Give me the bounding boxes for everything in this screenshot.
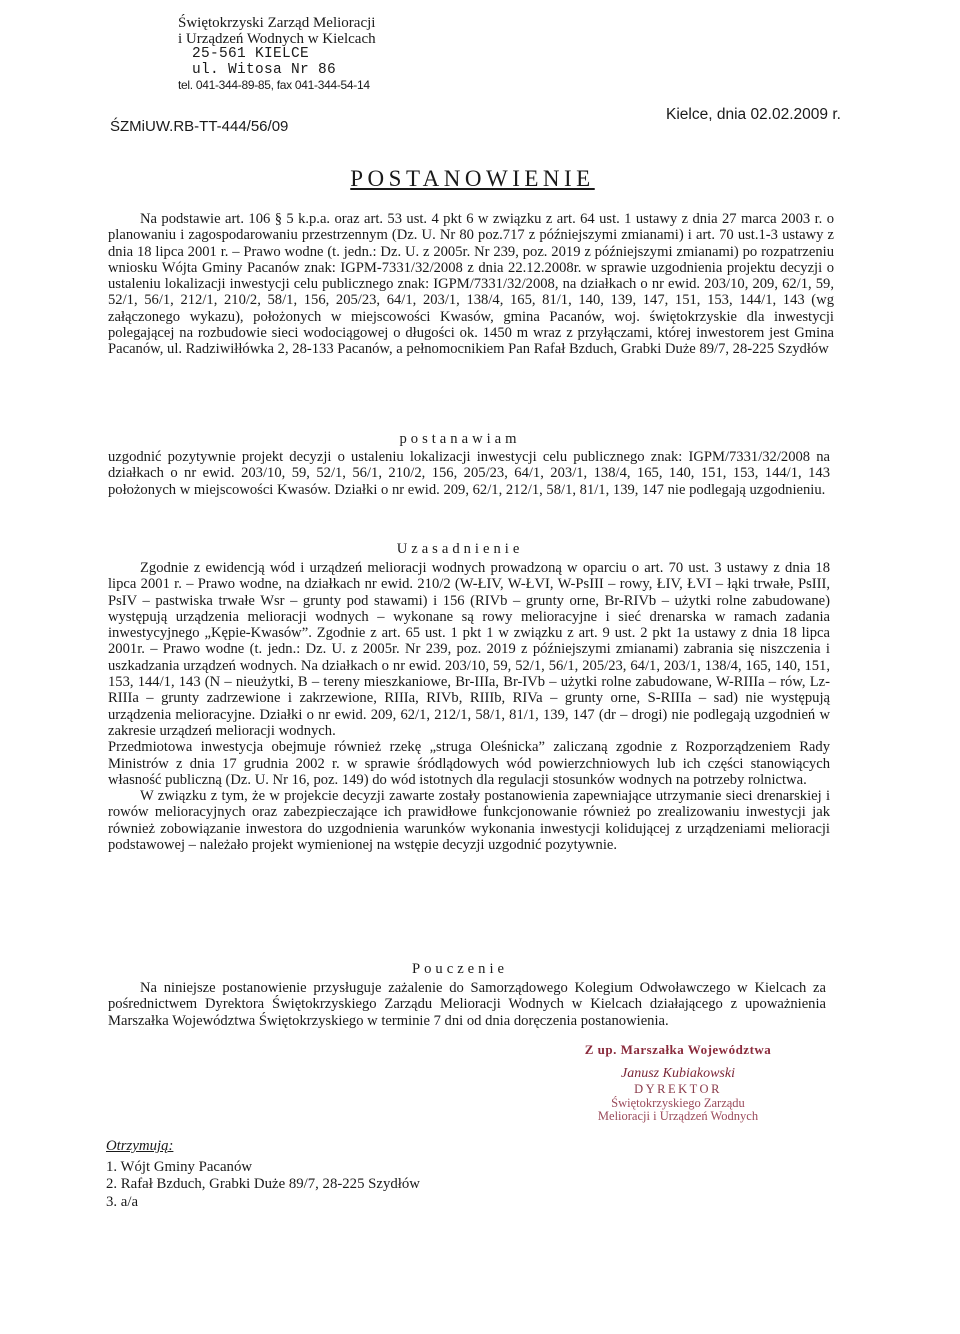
- recipients-title: Otrzymują:: [106, 1138, 174, 1154]
- signature-name: Janusz Kubiakowski: [621, 1066, 735, 1081]
- signature-title: DYREKTOR: [634, 1082, 722, 1096]
- decision-text: uzgodnić pozytywnie projekt decyzji o ustaleniu lokalizacji inwestycji celu publicznego znak: IGPM/7331/32/2008 na działkach o nr ewid. 203/10, 59, 52/1, 56/1, 210/2, 156, 205/23, 64/1, 203/1, 138/4, 165, 140, 151, 153, 144/1, 143 położonych w miejscowości Kwasów. Działki o nr ewid. 209, 62/1, 212/1, 58/1, 81/1, 139, 147 nie podlegają uzgodnieniu.: [108, 449, 830, 498]
- recipient-item: 3. a/a: [106, 1193, 139, 1210]
- recipient-item: 1. Wójt Gminy Pacanów: [106, 1158, 253, 1175]
- sender-phone: tel. 041-344-89-85, fax 041-344-54-14: [178, 78, 370, 92]
- signature-authority: Z up. Marszałka Województwa: [584, 1042, 772, 1057]
- decision-paragraph: [108, 449, 830, 498]
- signature-org-line1: Świętokrzyskiego Zarządu: [611, 1096, 745, 1110]
- intro-paragraph: [108, 211, 834, 358]
- document-title: POSTANOWIENIE: [350, 166, 595, 191]
- sender-name-line1: Świętokrzyski Zarząd Melioracji: [178, 15, 376, 31]
- intro-text: Na podstawie art. 106 § 5 k.p.a. oraz art. 53 ust. 4 pkt 6 w związku z art. 64 ust. 1 ustawy z dnia 27 marca 2003 r. o planowaniu i zagospodarowaniu przestrzennym (Dz. U. Nr 80 poz.717 z późniejszymi zmianami) i art. 70 ust.1-3 ustawy z dnia 18 lipca 2001 r. – Prawo wodne (t. jedn.: Dz. U. z 2005r. Nr 239, poz. 2019 z późniejszymi zmianami) po rozpatrzeniu wniosku Wójta Gminy Pacanów znak: IGPM-7331/32/2008 z dnia 22.12.2008r. w sprawie uzgodnienia projektu decyzji o ustaleniu lokalizacji inwestycji celu publicznego znak: IGPM/7331/32/2008, na działkach o nr ewid. 203/10, 209, 62/1, 59, 52/1, 56/1, 212/1, 210/2, 58/1, 156, 205/23, 64/1, 203/1, 138/4, 165, 81/1, 140, 139, 147, 151, 153, 144/1, 143 (wg załączonego wykazu), położonych w miejscowości Kwasów, gmina Pacanów, woj. świętokrzyskie dla inwestycji polegającej na rozbudowie sieci wodociągowej o długości ok. 1450 m wraz z przyłączami, której inwestorem jest Gmina Pacanów, ul. Radziwiłłówka 2, 28-133 Pacanów, a pełnomocnikiem Pan Rafał Bzduch, Grabki Duże 89/7, 28-225 Szydłów: [108, 211, 834, 358]
- reasoning-paragraph: Zgodnie z ewidencją wód i urządzeń melioracji wodnych prowadzoną w oparciu o art. 70 ust. 3 ustawy z dnia 18 lipca 2001 r. – Prawo wodne, na działkach nr ewid. 210/2 (W-ŁIV, W-ŁVI, W-PsIII – rowy, ŁIV, ŁVI – łąki trwałe, PsIII, PsIV – pastwiska trwałe Wsr – grunty pod stawami) i 156 (RIVb – grunty orne, Br-RIVb – użytki rolne zabudowane) występują urządzenia melioracji wodnych – wykonane są rowy melioracyjne i sieć drenarska w ramach zadania inwestycyjnego „Kępie-Kwasów”. Zgodnie z art. 65 ust. 1 pkt 1 w związku z art. 9 ust. 2 pkt 1a ustawy z dnia 18 lipca 2001r. – Prawo wodne (t. jedn.: Dz. U. z 2005r. Nr 239, poz. 2019 z późniejszymi zmianami) zabrania się niszczenia i uszkadzania urządzeń wodnych. Na działkach o nr ewid. 203/10, 59, 52/1, 56/1, 205/23, 64/1, 203/1, 138/4, 165, 140, 151, 153, 144/1, 143 (N – nieużytki, B – tereny mieszkaniowe, Br-IIIa, Br-IVb – użytki rolne zabudowane, W-RIIIa – rów, Lz-RIIIa – grunty zadrzewione i zakrzewione, RIIIa, RIVb, RIIIb, RIVa – grunty orne, S-RIIIa – sad) nie występują urządzenia melioracyjne. Działki o nr ewid. 209, 62/1, 212/1, 58/1, 81/1, 139, 147 (dr – drogi) nie podlegają uzgodnień w zakresie urządzeń melioracji wodnych.: [108, 560, 830, 739]
- heading-instruction: Pouczenie: [412, 961, 508, 977]
- sender-postcode: 25-561 KIELCE: [192, 46, 310, 62]
- sender-name-line2: i Urządzeń Wodnych w Kielcach: [178, 30, 376, 47]
- reasoning-section: [108, 560, 830, 853]
- signature-org-line2: Melioracji i Urządzeń Wodnych: [597, 1109, 759, 1123]
- recipient-item: 2. Rafał Bzduch, Grabki Duże 89/7, 28-225 Szydłów: [106, 1176, 420, 1192]
- reasoning-paragraph: W związku z tym, że w projekcie decyzji zawarte zostały postanowienia zapewniające utrzymanie sieci drenarskiej i rowów melioracyjnych oraz zabezpieczające ich prawidłowe funkcjonowanie również po zrealizowaniu inwestycji jak również zobowiązanie inwestora do uzgodnienia warunków wykonania inwestycji kolidującej z urządzeniami melioracji podstawowej – należało projekt wymienionej na wstępie decyzji uzgodnić pozytywnie.: [108, 788, 830, 854]
- sender-street: ul. Witosa Nr 86: [192, 61, 337, 78]
- reference-number: ŚZMiUW.RB-TT-444/56/09: [110, 118, 289, 135]
- date-line: Kielce, dnia 02.02.2009 r.: [666, 106, 841, 123]
- instruction-paragraph: [108, 980, 826, 1029]
- signature-stamp: [548, 1042, 808, 1123]
- heading-decision: postanawiam: [399, 431, 521, 447]
- sender-stamp: [178, 16, 376, 94]
- instruction-text: Na niniejsze postanowienie przysługuje zażalenie do Samorządowego Kolegium Odwoławczego w Kielcach za pośrednictwem Dyrektora Świętokrzyskiego Zarządu Melioracji Wodnych w Kielcach działającego z upoważnienia Marszałka Województwa Świętokrzyskiego w terminie 7 dni od dnia doręczenia postanowienia.: [108, 980, 826, 1029]
- heading-reasoning: Uzasadnienie: [396, 541, 524, 557]
- recipients-list: [106, 1138, 420, 1211]
- reasoning-paragraph: Przedmiotowa inwestycja obejmuje również rzekę „struga Oleśnicka” zaliczaną zgodnie z Rozporządzeniem Rady Ministrów z dnia 17 grudnia 2002 r. w sprawie śródlądowych wód powierzchniowych lub ich części stanowiących własność publiczną (Dz. U. Nr 16, poz. 149) do wód istotnych dla regulacji stosunków wodnych na potrzeby rolnictwa.: [108, 739, 830, 788]
